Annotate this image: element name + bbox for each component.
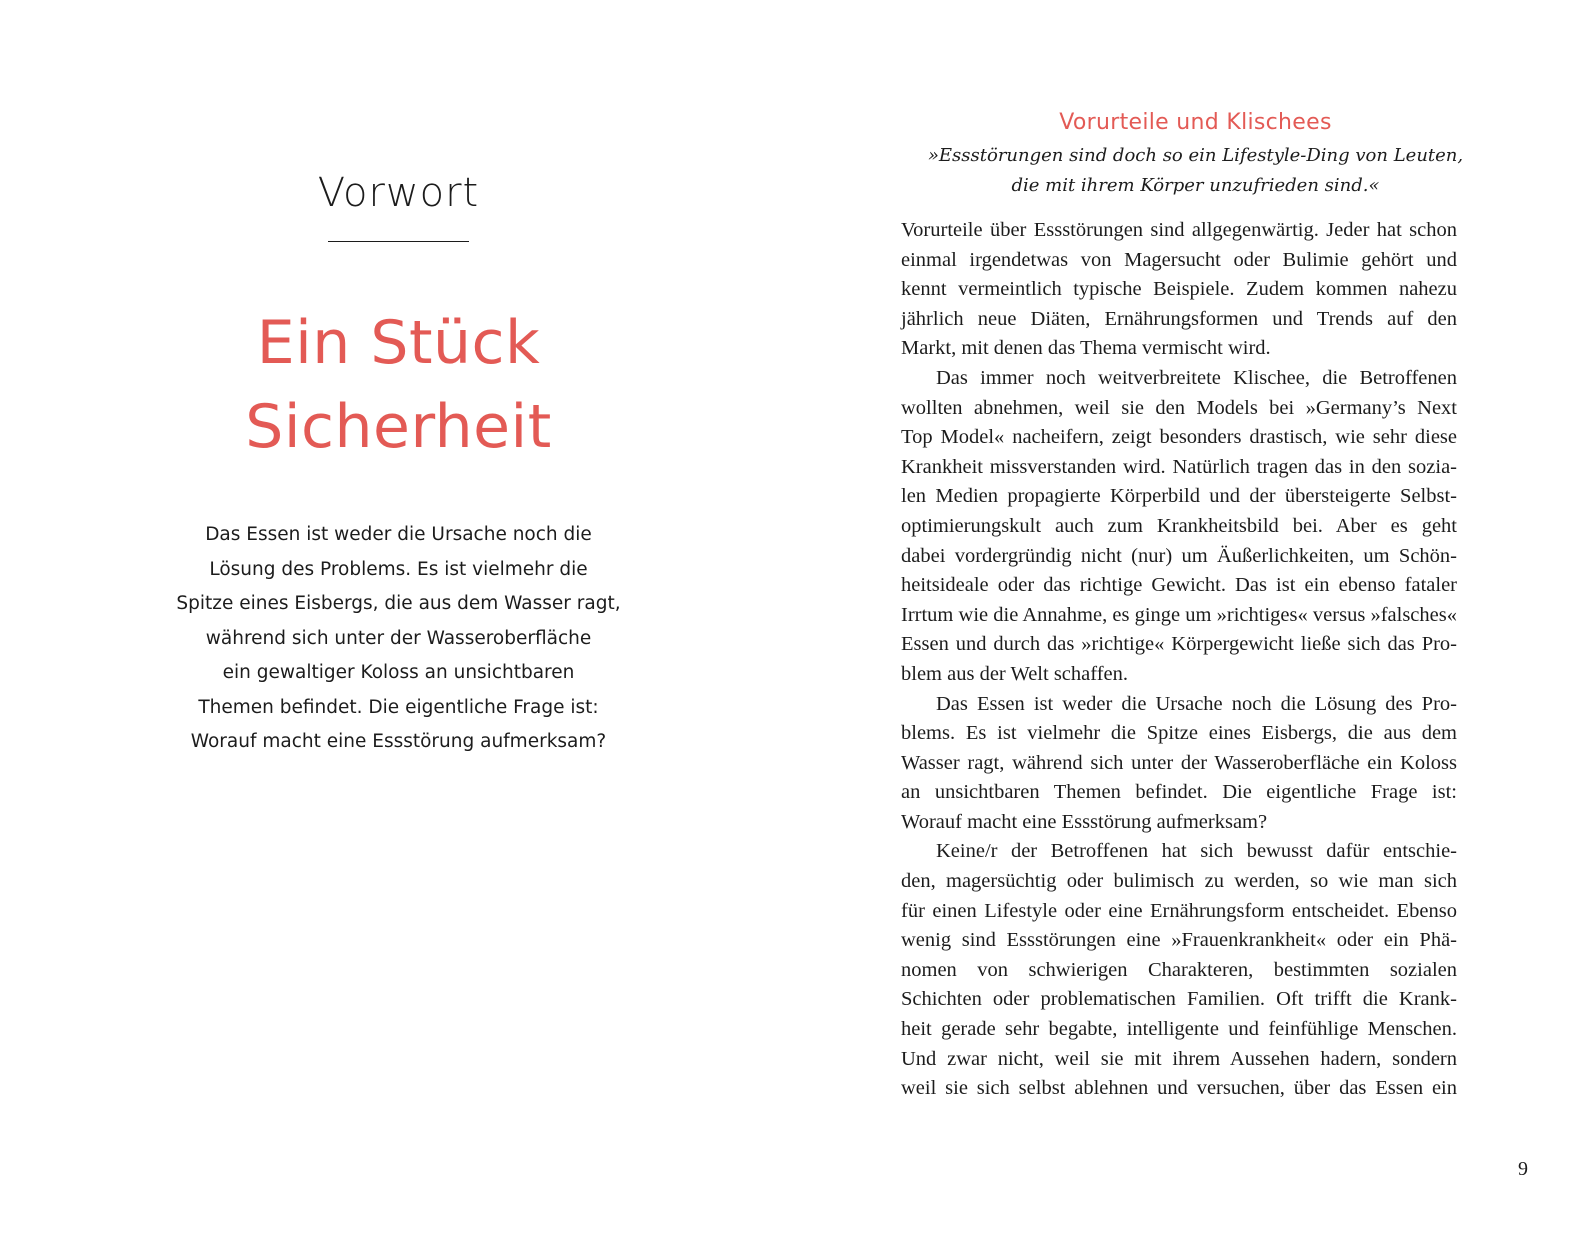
body-line: len Medien propagierte Körperbild und der übersteigerte Selbst- [901, 485, 1457, 508]
epigraph-line: »Essstörungen sind doch so ein Lifestyle-Ding von Leuten, [927, 145, 1464, 166]
body-line: Essen und durch das »richtige« Körpergewicht ließe sich das Pro- [901, 633, 1457, 656]
body-line: Irrtum wie die Annahme, es ginge um »richtiges« versus »falsches« [901, 603, 1457, 626]
body-line: Und zwar nicht, weil sie mit ihrem Aussehen hadern, sondern [901, 1047, 1457, 1070]
chapter-title [0, 301, 797, 469]
chapter-label: Vorwort [317, 170, 480, 216]
body-line: dabei vordergründig nicht (nur) um Äußerlichkeiten, um Schön- [901, 544, 1457, 567]
body-line: Das immer noch weitverbreitete Klischee, die Betroffenen [936, 366, 1457, 389]
body-line: Schichten oder problematischen Familien. Oft trifft die Krank- [901, 988, 1457, 1011]
intro-line: während sich unter der Wasseroberfläche [205, 627, 592, 649]
body-line: heit gerade sehr begabte, intelligente und feinfühlige Menschen. [901, 1018, 1457, 1041]
body-line: heitsideale oder das richtige Gewicht. Das ist ein ebenso fataler [901, 574, 1457, 597]
chapter-title-line: Ein Stück [256, 308, 541, 378]
body-line: für einen Lifestyle oder eine Ernährungsform entscheidet. Ebenso [901, 899, 1457, 922]
body-line: Wasser ragt, während sich unter der Wasseroberfläche ein Koloss [901, 751, 1457, 774]
intro-line: ein gewaltiger Koloss an unsichtbaren [222, 662, 575, 683]
body-line: nomen von schwierigen Charakteren, bestimmten sozialen [901, 958, 1457, 981]
body-line: den, magersüchtig oder bulimisch zu werden, so wie man sich [901, 870, 1457, 893]
body-line: Krankheit missverstanden wird. Natürlich tragen das in den sozia- [901, 455, 1457, 478]
intro-line: Worauf macht eine Essstörung aufmerksam? [190, 731, 607, 752]
body-line: Das Essen ist weder die Ursache noch die Lösung des Pro- [936, 692, 1457, 715]
body-line: einmal irgendetwas von Magersucht oder Bulimie gehört und [901, 248, 1457, 271]
intro-line: Lösung des Problems. Es ist vielmehr die [209, 558, 588, 580]
body-line: wollten abnehmen, weil sie den Models bei »Germany’s Next [901, 396, 1457, 419]
body-line: blem aus der Welt schaffen. [901, 662, 1129, 685]
body-line: jährlich neue Diäten, Ernährungsformen und Trends auf den [901, 307, 1457, 330]
intro-line: Spitze eines Eisbergs, die aus dem Wasser ragt, [176, 593, 621, 614]
epigraph-quote [797, 141, 1594, 201]
body-line: kennt vermeintlich typische Beispiele. Zudem kommen nahezu [901, 278, 1457, 301]
section-heading: Vorurteile und Klischees [1059, 110, 1332, 135]
body-line: optimierungskult auch zum Krankheitsbild bei. Aber es geht [901, 514, 1457, 537]
body-text [901, 216, 1457, 1104]
body-line: Vorurteile über Essstörungen sind allgegenwärtig. Jeder hat schon [901, 219, 1457, 241]
body-line: wenig sind Essstörungen eine »Frauenkrankheit« oder ein Phä- [901, 929, 1457, 952]
body-line: Markt, mit denen das Thema vermischt wird. [901, 337, 1271, 360]
epigraph-line: die mit ihrem Körper unzufrieden sind.« [1011, 175, 1380, 196]
body-line: Worauf macht eine Essstörung aufmerksam? [901, 810, 1268, 833]
intro-line: Das Essen ist weder die Ursache noch die [205, 524, 592, 545]
intro-line: Themen befindet. Die eigentliche Frage ist: [198, 696, 599, 718]
body-line: weil sie sich selbst ablehnen und versuchen, über das Essen ein [901, 1077, 1457, 1100]
body-line: blems. Es ist vielmehr die Spitze eines Eisbergs, die aus dem [901, 722, 1457, 745]
body-line: Top Model« nacheifern, zeigt besonders drastisch, wie sehr diese [901, 426, 1457, 449]
chapter-divider [328, 241, 469, 242]
body-line: Keine/r der Betroffenen hat sich bewusst dafür entschie- [936, 840, 1457, 863]
body-line: an unsichtbaren Themen befindet. Die eigentliche Frage ist: [901, 781, 1457, 804]
chapter-title-line: Sicherheit [245, 392, 552, 462]
intro-paragraph [150, 518, 647, 760]
page-number: 9 [1518, 1158, 1528, 1180]
right-page [797, 0, 1594, 1240]
